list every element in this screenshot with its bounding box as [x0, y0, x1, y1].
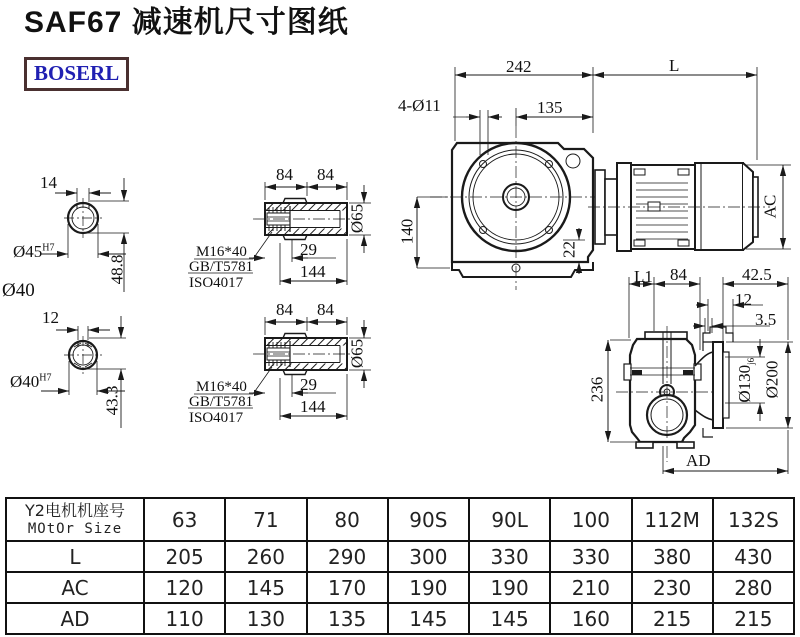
cell: 145: [469, 603, 550, 634]
table-header-cell: [6, 498, 144, 541]
table-row-AD: [6, 603, 794, 634]
dim-hollow1-seg-b: 84: [317, 165, 334, 184]
dim-side-84: 84: [670, 265, 687, 284]
size-col: 100: [550, 498, 631, 541]
cell: 135: [307, 603, 388, 634]
motor-size-table: [5, 497, 795, 635]
cell: 330: [469, 541, 550, 572]
header-cn: Y2电机机座号: [25, 501, 125, 521]
cell: 380: [632, 541, 713, 572]
header-en: MOtOr Size: [27, 520, 123, 537]
dim-hollow1-seg-a: 84: [276, 165, 293, 184]
cell: 190: [388, 572, 469, 603]
cell: 215: [632, 603, 713, 634]
cell: 210: [550, 572, 631, 603]
cell: 170: [307, 572, 388, 603]
dim-key-width-40: 12: [42, 308, 59, 327]
table-row-AC: [6, 572, 794, 603]
dim-hollow1-total: 144: [300, 262, 326, 281]
row-label: AC: [6, 572, 144, 603]
size-col: 80: [307, 498, 388, 541]
cell: 430: [713, 541, 794, 572]
dim-hollow2-seg-a: 84: [276, 300, 293, 319]
dim-center-height: 140: [397, 218, 417, 245]
cell: 130: [225, 603, 306, 634]
hollow1-bolt-spec: M16*40: [196, 244, 247, 260]
dim-hollow2-seg-b: 84: [317, 300, 334, 319]
dim-side-35: 3.5: [755, 310, 777, 329]
dim-hollow2-bolt-len: 29: [300, 375, 317, 394]
cell: 230: [632, 572, 713, 603]
cell: 280: [713, 572, 794, 603]
cell: 205: [144, 541, 225, 572]
dim-spigot-dia: $Ø130_{j6}$: [734, 357, 757, 403]
hollow2-bolt-spec: M16*40: [196, 379, 247, 395]
dim-flange-dia: Ø200: [762, 360, 782, 399]
dim-fan-425: 42.5: [742, 265, 772, 284]
cell: 260: [225, 541, 306, 572]
cell: 330: [550, 541, 631, 572]
cell: 215: [713, 603, 794, 634]
dim-side-12: 12: [735, 290, 752, 309]
dim-bolt-holes: 4-Ø11: [398, 96, 441, 115]
dim-depth-45: 48.8: [107, 254, 127, 285]
table-row-L: [6, 541, 794, 572]
size-col: 90S: [388, 498, 469, 541]
dim-flange-face: 135: [537, 98, 563, 117]
main-view-drawing: [417, 67, 791, 290]
boserl-logo: BOSERL: [24, 57, 129, 91]
table-header-row: [6, 498, 794, 541]
hollow1-std-gb: GB/T5781: [189, 259, 254, 275]
cell: 190: [469, 572, 550, 603]
size-col: 132S: [713, 498, 794, 541]
cell: 145: [388, 603, 469, 634]
dim-step-22: 22: [559, 241, 579, 258]
dim-height-236: 236: [587, 376, 607, 403]
dim-hollow2-total: 144: [300, 397, 326, 416]
dim-bore-45: $Ø45^{H7}$: [13, 242, 55, 261]
size-col: 112M: [632, 498, 713, 541]
cell: 300: [388, 541, 469, 572]
hollow2-std-iso: ISO4017: [189, 410, 244, 426]
cell: 120: [144, 572, 225, 603]
cell: 290: [307, 541, 388, 572]
page-title: SAF67 减速机尺寸图纸: [24, 6, 349, 39]
dim-hollow2-dia: Ø65: [347, 338, 367, 369]
dim-motor-length: L: [669, 56, 680, 75]
cell: 110: [144, 603, 225, 634]
shaft-dia-label: Ø40: [2, 280, 35, 301]
dim-l1: L1: [634, 267, 653, 286]
size-col: 71: [225, 498, 306, 541]
dim-hollow1-bolt-len: 29: [300, 240, 317, 259]
dim-housing-width: 242: [506, 57, 532, 76]
dim-hollow1-dia: Ø65: [347, 203, 367, 234]
size-col: 63: [144, 498, 225, 541]
row-label: AD: [6, 603, 144, 634]
dim-bore-40: $Ø40^{H7}$: [10, 372, 52, 391]
cell: 160: [550, 603, 631, 634]
dim-width-ad: AD: [686, 451, 711, 470]
dim-key-width-45: 14: [40, 173, 57, 192]
cell: 145: [225, 572, 306, 603]
dim-motor-dia-ac: AC: [760, 194, 780, 219]
dim-depth-40: 43.3: [102, 385, 122, 416]
hollow1-std-iso: ISO4017: [189, 275, 244, 291]
size-col: 90L: [469, 498, 550, 541]
row-label: L: [6, 541, 144, 572]
hollow2-std-gb: GB/T5781: [189, 394, 254, 410]
